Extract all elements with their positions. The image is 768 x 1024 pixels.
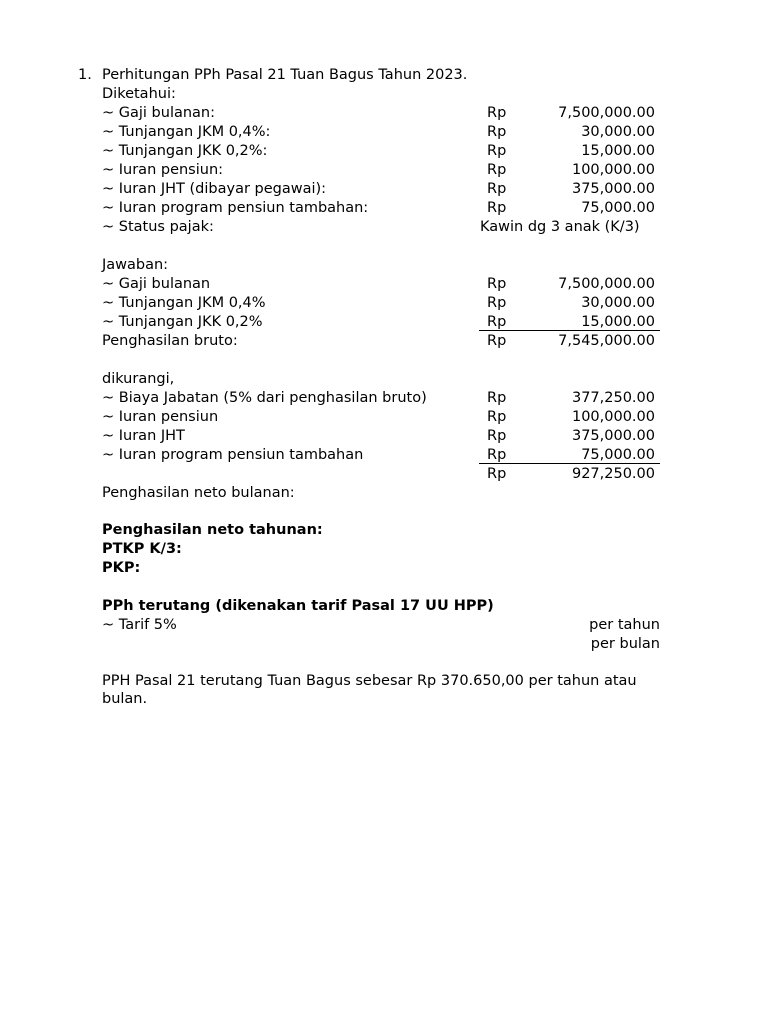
deduction-amount-pensiun: 100,000.00: [571, 409, 655, 425]
currency-label: Rp: [487, 409, 507, 425]
currency-label: Rp: [487, 295, 507, 311]
deduction-label-jht: ~ Iuran JHT: [102, 428, 185, 444]
currency-label: Rp: [487, 466, 507, 482]
known-label-gaji: ~ Gaji bulanan:: [102, 105, 216, 121]
answer-label-gaji: ~ Gaji bulanan: [102, 276, 211, 292]
currency-label: Rp: [487, 162, 507, 178]
deduction-label-jabatan: ~ Biaya Jabatan (5% dari penghasilan bruto): [102, 390, 427, 406]
currency-label: Rp: [487, 181, 507, 197]
currency-label: Rp: [487, 200, 507, 216]
answer-amount-jkk: 15,000.00: [581, 314, 655, 330]
tax-rate-label: ~ Tarif 5%: [102, 617, 177, 633]
known-label-jkm: ~ Tunjangan JKM 0,4%:: [102, 124, 271, 140]
known-amount-jkk: 15,000.00: [581, 143, 655, 159]
known-heading: Diketahui:: [102, 86, 176, 102]
answer-label-jkk: ~ Tunjangan JKK 0,2%: [102, 314, 263, 330]
conclusion-line-2: bulan.: [102, 691, 148, 707]
ptkp-label: PTKP K/3:: [102, 541, 182, 557]
per-month-label: per bulan: [590, 636, 660, 652]
currency-label: Rp: [487, 314, 507, 330]
currency-label: Rp: [487, 143, 507, 159]
sum-rule: [479, 463, 660, 464]
net-monthly-label: Penghasilan neto bulanan:: [102, 485, 295, 501]
document-title: Perhitungan PPh Pasal 21 Tuan Bagus Tahun 2023.: [102, 67, 468, 83]
deductions-heading: dikurangi,: [102, 371, 175, 387]
currency-label: Rp: [487, 124, 507, 140]
tax-heading: PPh terutang (dikenakan tarif Pasal 17 UU HPP): [102, 598, 494, 614]
currency-label: Rp: [487, 276, 507, 292]
currency-label: Rp: [487, 105, 507, 121]
answer-label-jkm: ~ Tunjangan JKM 0,4%: [102, 295, 266, 311]
deduction-amount-jht: 375,000.00: [571, 428, 655, 444]
deduction-label-pensiun: ~ Iuran pensiun: [102, 409, 219, 425]
currency-label: Rp: [487, 333, 507, 349]
answer-amount-jkm: 30,000.00: [581, 295, 655, 311]
deduction-amount-jabatan: 377,250.00: [571, 390, 655, 406]
gross-amount: 7,545,000.00: [558, 333, 655, 349]
status-label: ~ Status pajak:: [102, 219, 214, 235]
per-year-label: per tahun: [589, 617, 660, 633]
answer-amount-gaji: 7,500,000.00: [558, 276, 655, 292]
deduction-label-pensiun-tambahan: ~ Iuran program pensiun tambahan: [102, 447, 364, 463]
status-value: Kawin dg 3 anak (K/3): [480, 219, 640, 235]
net-annual-label: Penghasilan neto tahunan:: [102, 522, 323, 538]
currency-label: Rp: [487, 390, 507, 406]
known-label-pensiun-tambahan: ~ Iuran program pensiun tambahan:: [102, 200, 369, 216]
known-label-jkk: ~ Tunjangan JKK 0,2%:: [102, 143, 268, 159]
gross-label: Penghasilan bruto:: [102, 333, 238, 349]
known-amount-pensiun: 100,000.00: [571, 162, 655, 178]
answer-heading: Jawaban:: [102, 257, 169, 273]
deduction-amount-pensiun-tambahan: 75,000.00: [581, 447, 655, 463]
currency-label: Rp: [487, 447, 507, 463]
conclusion-line-1: PPH Pasal 21 terutang Tuan Bagus sebesar Rp 370.650,00 per tahun atau: [102, 673, 637, 689]
known-amount-jkm: 30,000.00: [581, 124, 655, 140]
pkp-label: PKP:: [102, 560, 141, 576]
known-amount-pensiun-tambahan: 75,000.00: [581, 200, 655, 216]
known-label-pensiun: ~ Iuran pensiun:: [102, 162, 224, 178]
currency-label: Rp: [487, 428, 507, 444]
deductions-total-amount: 927,250.00: [571, 466, 655, 482]
sum-rule: [479, 330, 660, 331]
known-amount-gaji: 7,500,000.00: [558, 105, 655, 121]
known-amount-jht: 375,000.00: [571, 181, 655, 197]
item-number: 1.: [78, 67, 92, 83]
known-label-jht: ~ Iuran JHT (dibayar pegawai):: [102, 181, 327, 197]
